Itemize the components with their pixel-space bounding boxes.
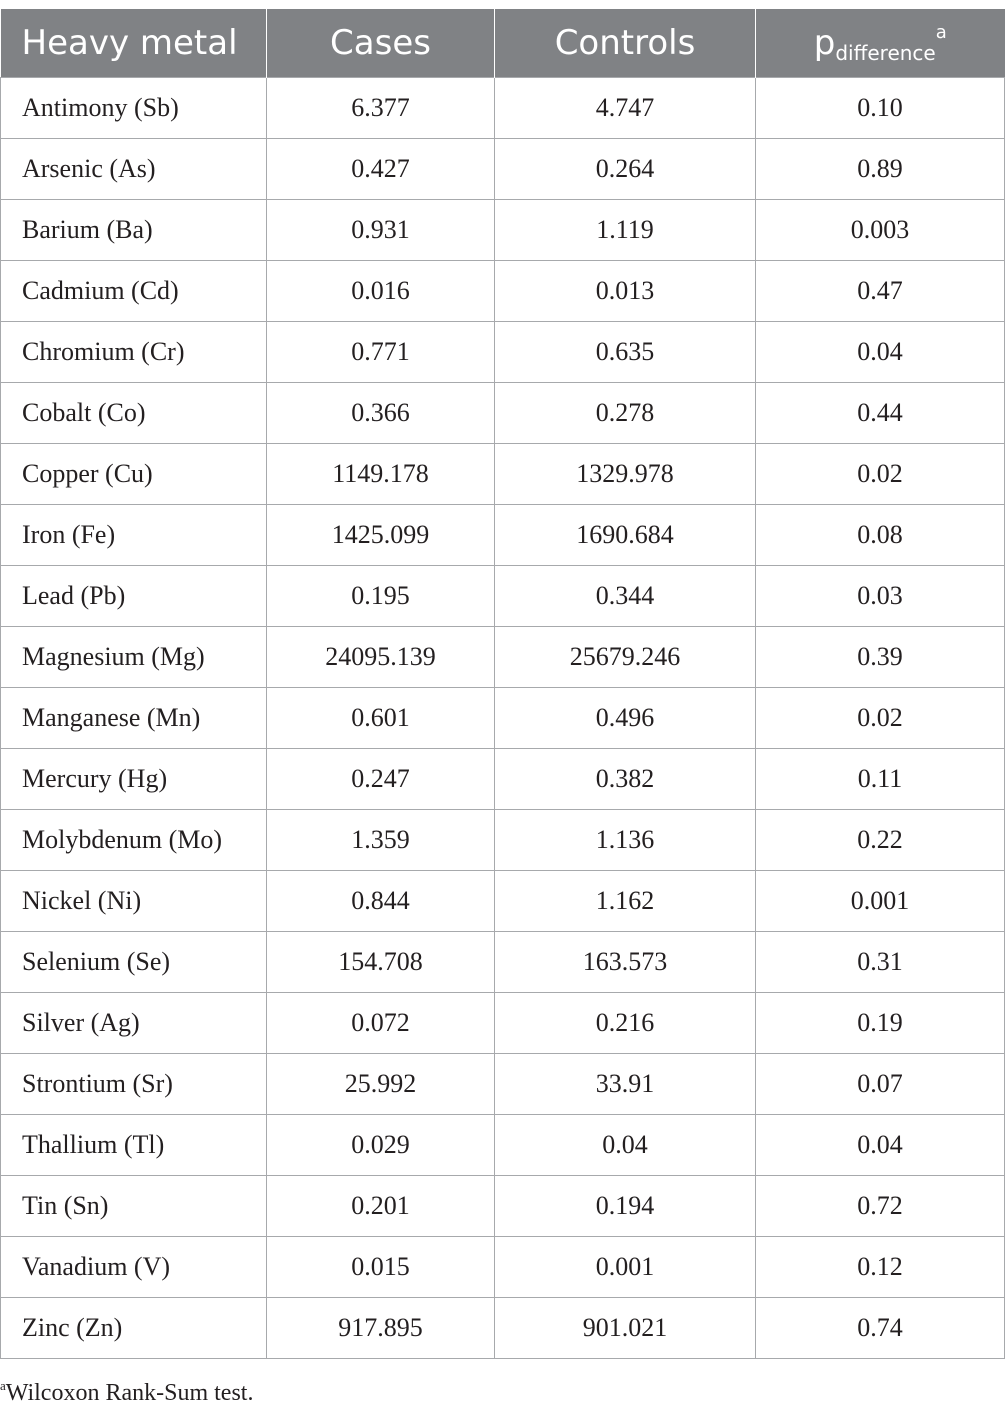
table-row [1, 627, 1005, 688]
cell-p-difference: 0.08 [756, 505, 1005, 566]
cell-heavy-metal: Strontium (Sr) [1, 1054, 267, 1115]
header-row [1, 9, 1005, 78]
cell-p-difference: 0.001 [756, 871, 1005, 932]
cell-controls: 25679.246 [495, 627, 756, 688]
cell-heavy-metal: Thallium (Tl) [1, 1115, 267, 1176]
cell-cases: 0.427 [267, 139, 495, 200]
table-row [1, 505, 1005, 566]
cell-controls: 1329.978 [495, 444, 756, 505]
cell-controls: 0.013 [495, 261, 756, 322]
cell-cases: 0.016 [267, 261, 495, 322]
cell-controls: 0.264 [495, 139, 756, 200]
cell-p-difference: 0.003 [756, 200, 1005, 261]
cell-cases: 1149.178 [267, 444, 495, 505]
table-row [1, 688, 1005, 749]
cell-cases: 154.708 [267, 932, 495, 993]
cell-heavy-metal: Silver (Ag) [1, 993, 267, 1054]
header-cases: Cases [267, 9, 495, 78]
table-row [1, 749, 1005, 810]
table-row [1, 1237, 1005, 1298]
cell-p-difference: 0.03 [756, 566, 1005, 627]
cell-p-difference: 0.11 [756, 749, 1005, 810]
cell-cases: 0.195 [267, 566, 495, 627]
header-heavy-metal: Heavy metal [1, 9, 267, 78]
cell-p-difference: 0.04 [756, 1115, 1005, 1176]
cell-heavy-metal: Magnesium (Mg) [1, 627, 267, 688]
cell-heavy-metal: Iron (Fe) [1, 505, 267, 566]
cell-p-difference: 0.89 [756, 139, 1005, 200]
cell-controls: 33.91 [495, 1054, 756, 1115]
table-row [1, 1298, 1005, 1359]
cell-controls: 0.344 [495, 566, 756, 627]
cell-heavy-metal: Antimony (Sb) [1, 78, 267, 139]
cell-controls: 0.635 [495, 322, 756, 383]
cell-controls: 163.573 [495, 932, 756, 993]
cell-p-difference: 0.19 [756, 993, 1005, 1054]
cell-cases: 25.992 [267, 1054, 495, 1115]
cell-heavy-metal: Molybdenum (Mo) [1, 810, 267, 871]
table-row [1, 78, 1005, 139]
table-row [1, 810, 1005, 871]
cell-heavy-metal: Cadmium (Cd) [1, 261, 267, 322]
cell-controls: 0.216 [495, 993, 756, 1054]
table-row [1, 566, 1005, 627]
heavy-metals-table [0, 9, 1005, 1359]
cell-controls: 901.021 [495, 1298, 756, 1359]
cell-cases: 0.015 [267, 1237, 495, 1298]
table-row [1, 444, 1005, 505]
header-p-difference [756, 9, 1005, 78]
cell-cases: 0.601 [267, 688, 495, 749]
cell-cases: 0.072 [267, 993, 495, 1054]
table-header [1, 9, 1005, 78]
table-row [1, 139, 1005, 200]
table-row [1, 200, 1005, 261]
table-footnote [0, 1380, 253, 1407]
cell-heavy-metal: Mercury (Hg) [1, 749, 267, 810]
header-controls: Controls [495, 9, 756, 78]
cell-controls: 1.162 [495, 871, 756, 932]
cell-cases: 1425.099 [267, 505, 495, 566]
cell-controls: 4.747 [495, 78, 756, 139]
table-row [1, 261, 1005, 322]
cell-controls: 0.278 [495, 383, 756, 444]
cell-p-difference: 0.02 [756, 444, 1005, 505]
table-row [1, 1176, 1005, 1237]
cell-cases: 0.201 [267, 1176, 495, 1237]
cell-p-difference: 0.22 [756, 810, 1005, 871]
cell-cases: 0.771 [267, 322, 495, 383]
cell-heavy-metal: Zinc (Zn) [1, 1298, 267, 1359]
header-p-superscript: a [935, 22, 947, 43]
table-row [1, 322, 1005, 383]
cell-cases: 6.377 [267, 78, 495, 139]
footnote-marker: a [0, 1378, 6, 1393]
table-row [1, 932, 1005, 993]
cell-controls: 0.496 [495, 688, 756, 749]
cell-cases: 0.931 [267, 200, 495, 261]
cell-p-difference: 0.07 [756, 1054, 1005, 1115]
cell-p-difference: 0.47 [756, 261, 1005, 322]
cell-p-difference: 0.04 [756, 322, 1005, 383]
cell-cases: 0.366 [267, 383, 495, 444]
table-row [1, 1115, 1005, 1176]
cell-p-difference: 0.44 [756, 383, 1005, 444]
cell-heavy-metal: Lead (Pb) [1, 566, 267, 627]
cell-controls: 0.001 [495, 1237, 756, 1298]
cell-controls: 0.382 [495, 749, 756, 810]
cell-cases: 0.029 [267, 1115, 495, 1176]
cell-controls: 1.119 [495, 200, 756, 261]
cell-p-difference: 0.31 [756, 932, 1005, 993]
cell-heavy-metal: Selenium (Se) [1, 932, 267, 993]
cell-heavy-metal: Nickel (Ni) [1, 871, 267, 932]
table-row [1, 993, 1005, 1054]
cell-heavy-metal: Cobalt (Co) [1, 383, 267, 444]
table-row [1, 871, 1005, 932]
cell-p-difference: 0.02 [756, 688, 1005, 749]
cell-heavy-metal: Barium (Ba) [1, 200, 267, 261]
table-row [1, 1054, 1005, 1115]
cell-heavy-metal: Chromium (Cr) [1, 322, 267, 383]
header-p-subscript: difference [835, 41, 936, 65]
header-p-main: p [813, 23, 836, 63]
cell-heavy-metal: Arsenic (As) [1, 139, 267, 200]
cell-controls: 1690.684 [495, 505, 756, 566]
cell-p-difference: 0.39 [756, 627, 1005, 688]
cell-controls: 0.04 [495, 1115, 756, 1176]
cell-heavy-metal: Tin (Sn) [1, 1176, 267, 1237]
cell-p-difference: 0.72 [756, 1176, 1005, 1237]
cell-p-difference: 0.12 [756, 1237, 1005, 1298]
cell-heavy-metal: Manganese (Mn) [1, 688, 267, 749]
cell-controls: 1.136 [495, 810, 756, 871]
cell-cases: 24095.139 [267, 627, 495, 688]
cell-p-difference: 0.74 [756, 1298, 1005, 1359]
table-body [1, 78, 1005, 1359]
cell-cases: 917.895 [267, 1298, 495, 1359]
table-row [1, 383, 1005, 444]
cell-cases: 1.359 [267, 810, 495, 871]
cell-heavy-metal: Vanadium (V) [1, 1237, 267, 1298]
cell-cases: 0.247 [267, 749, 495, 810]
footnote-text: Wilcoxon Rank-Sum test. [5, 1380, 254, 1406]
cell-heavy-metal: Copper (Cu) [1, 444, 267, 505]
cell-controls: 0.194 [495, 1176, 756, 1237]
cell-p-difference: 0.10 [756, 78, 1005, 139]
cell-cases: 0.844 [267, 871, 495, 932]
